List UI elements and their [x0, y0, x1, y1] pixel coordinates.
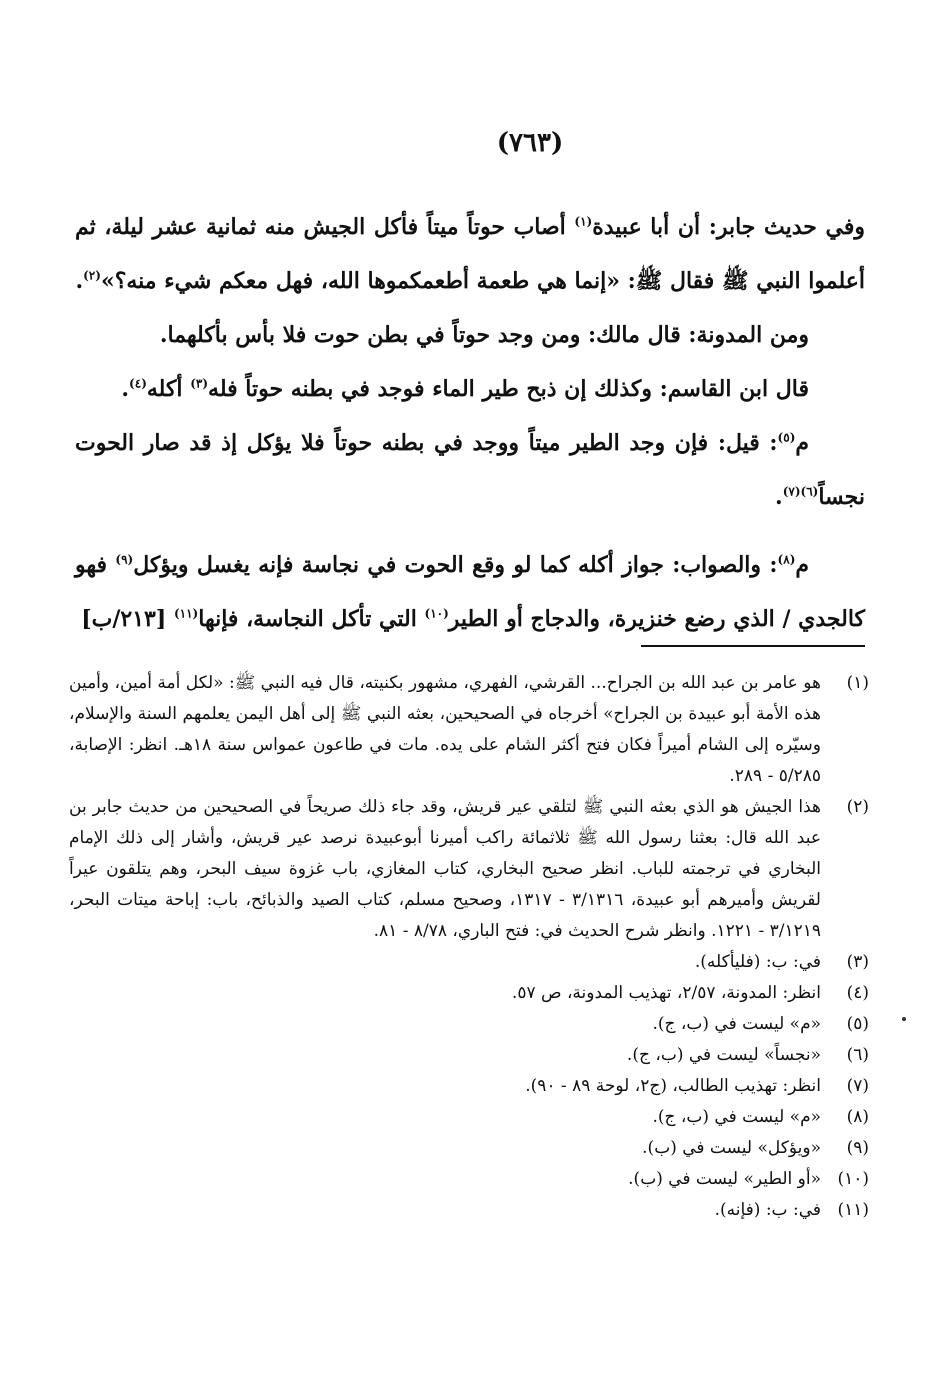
text-run: . — [75, 268, 84, 294]
text-run: : قيل: فإن وجد الطير ميتاً ووجد في بطنه حوتاً فلا يؤكل إذ قد صار الحوت نجساً — [75, 430, 865, 510]
text-run: فهو كالجدي / الذي رضع خنزيرة، والدجاج أو الطير — [75, 552, 865, 632]
footnote-item — [69, 1040, 869, 1071]
footnote-ref-3[interactable]: (٣) — [190, 376, 209, 391]
footnote-item — [69, 668, 869, 792]
footnote-ref-9[interactable]: (٩) — [115, 552, 134, 567]
text-run: . — [121, 376, 130, 402]
footnote-text: «نجساً» ليست في (ب، ج). — [626, 1045, 821, 1065]
page-number: (٧٦٣) — [496, 128, 564, 158]
text-run: . — [775, 484, 783, 510]
text-run: وفي حديث جابر: أن أبا عبيدة — [592, 214, 865, 240]
footnote-text: «أو الطير» ليست في (ب). — [628, 1169, 821, 1189]
footnote-item — [69, 1009, 869, 1040]
footnote-number: (٢) — [846, 797, 869, 817]
footnote-ref-5[interactable]: (٥) — [777, 430, 796, 445]
text-run: م — [795, 552, 809, 578]
main-text — [75, 200, 865, 646]
footnote-number: (٣) — [846, 952, 869, 972]
footnote-text: هو عامر بن عبد الله بن الجراح... القرشي، الفهري، مشهور بكنيته، قال فيه النبي ﷺ: «لكل أمة أمين، وأمين هذه الأمة أبو عبيدة بن الجراح» أخرجاه في الصحيحين، بعثه النبي ﷺ إلى أهل اليمن يعلمهم السنة والإسلام، وسيّره إلى الشام أميراً فكان فتح أكثر الشام على يده. مات في طاعون عمواس سنة ١٨هـ. انظر: الإصابة، ٥/٢٨٥ - ٢٨٩. — [69, 673, 821, 786]
footnote-ref-4[interactable]: (٤) — [129, 376, 147, 391]
text-run: قال ابن القاسم: وكذلك إن ذبح طير الماء فوجد في بطنه حوتاً فله — [208, 376, 809, 402]
footnote-ref-10[interactable]: (١٠) — [424, 606, 449, 621]
footnote-number: (٤) — [846, 983, 869, 1003]
footnote-number: (٥) — [846, 1014, 869, 1034]
footnote-ref-1[interactable]: (١) — [574, 214, 593, 229]
footnote-item — [69, 1102, 869, 1133]
footnote-text: انظر: المدونة، ٢/٥٧، تهذيب المدونة، ص ٥٧. — [511, 983, 821, 1003]
footnote-text: انظر: تهذيب الطالب، (ج٢، لوحة ٨٩ - ٩٠). — [525, 1076, 821, 1096]
text-run: أكله — [146, 376, 191, 402]
footnote-item — [69, 792, 869, 947]
footnote-text: «م» ليست في (ب، ج). — [652, 1107, 821, 1127]
footnote-number: (١) — [846, 673, 869, 693]
paragraph-sawab — [75, 538, 865, 646]
footnote-item — [69, 1133, 869, 1164]
text-run: م — [795, 430, 809, 456]
paragraph-qila — [75, 416, 865, 524]
scan-speck — [902, 1017, 906, 1021]
footnotes-list — [69, 668, 869, 1226]
paragraph-ibn-al-qasim — [75, 362, 865, 416]
footnote-item — [69, 1164, 869, 1195]
footnote-text: في: ب: (فإنه). — [714, 1200, 821, 1220]
footnote-item — [69, 947, 869, 978]
footnote-item — [69, 1195, 869, 1226]
footnote-ref-11[interactable]: (١١) — [173, 606, 199, 621]
footnote-item — [69, 978, 869, 1009]
footnote-text: في: ب: (فليأكله). — [694, 952, 821, 972]
footnote-ref-8[interactable]: (٨) — [777, 552, 796, 567]
footnote-item — [69, 1071, 869, 1102]
footnote-number: (١١) — [837, 1200, 869, 1220]
footnote-text: «م» ليست في (ب، ج). — [652, 1014, 821, 1034]
footnote-number: (٨) — [846, 1107, 869, 1127]
paragraph-mudawwana: ومن المدونة: قال مالك: ومن وجد حوتاً في بطن حوت فلا بأس بأكلهما. — [159, 322, 809, 348]
text-run: : والصواب: جواز أكله كما لو وقع الحوت في نجاسة فإنه يغسل ويؤكل — [133, 552, 778, 578]
footnote-number: (٦) — [846, 1045, 869, 1065]
footnote-text: هذا الجيش هو الذي بعثه النبي ﷺ لتلقي عير قريش، وقد جاء ذلك صريحاً في الصحيحين من حديث جابر بن عبد الله قال: بعثنا رسول الله ﷺ ثلاثمائة راكب أميرنا أبوعبيدة نرصد عير قريش، وأشار إلى ذلك الإمام البخاري في ترجمته للباب. انظر صحيح البخاري، كتاب المغازي، باب غزوة سيف البحر، وهم يتلقون عيراً لقريش وأميرهم أبو عبيدة، ٣/١٣١٦ - ١٣١٧، وصحيح مسلم، كتاب الصيد والذبائح، باب: إباحة ميتات البحر، ٣/١٢١٩ - ١٢٢١. وانظر شرح الحديث في: فتح الباري، ٨/٧٨ - ٨١. — [69, 797, 822, 941]
footnote-ref-2[interactable]: (٢) — [83, 268, 101, 283]
footnote-divider — [641, 645, 865, 647]
footnote-ref-6-7[interactable]: (٦)(٧) — [782, 484, 819, 499]
footnote-number: (١٠) — [837, 1169, 869, 1189]
footnote-number: (٩) — [846, 1138, 869, 1158]
text-run: أصاب حوتاً ميتاً فأكل الجيش منه ثمانية عشر ليلة، ثم أعلموا النبي ﷺ فقال ﷺ: «إنما هي طعمة أطعمكموها الله، فهل معكم شيء منه؟» — [75, 214, 865, 294]
footnote-text: «ويؤكل» ليست في (ب). — [642, 1138, 821, 1158]
footnote-number: (٧) — [846, 1076, 869, 1096]
manuscript-folio-marker: [٢١٣/ب] — [81, 606, 167, 632]
paragraph-hadith-jabir — [75, 200, 865, 308]
text-run: التي تأكل النجاسة، فإنها — [198, 606, 425, 632]
